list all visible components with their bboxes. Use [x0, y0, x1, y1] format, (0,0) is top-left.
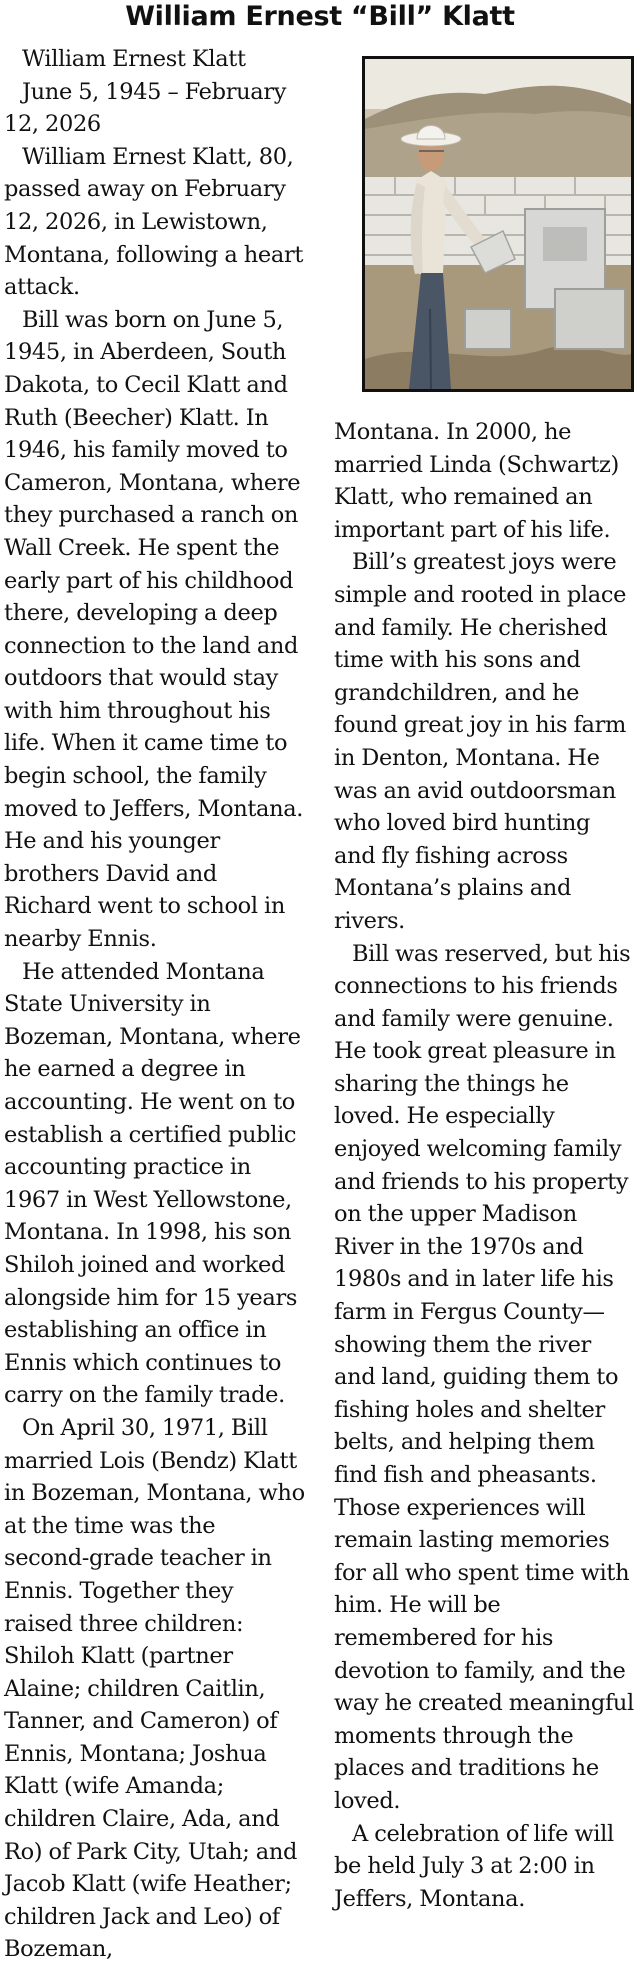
paragraph-continued: Montana. In 2000, he married Linda (Schwartz) Klatt, who remained an important part of his life. [334, 419, 619, 543]
right-column [334, 36, 636, 1966]
obituary-title: William Ernest “Bill” Klatt [125, 1, 515, 32]
name-line: William Ernest Klatt [22, 46, 246, 72]
portrait-photo [362, 56, 634, 392]
paragraph: Bill was reserved, but his connections to his friends and family were genuine. He took great pleasure in sharing the things he loved. He especially enjoyed welcoming family and friends to his property on the upper Madison River in the 1970s and 1980s and in later life his farm in Fergus County—showing them the river and land, guiding them to fishing holes and shelter belts, and helping them find fish and pheasants. Those experiences will remain lasting memories for all who spent time with him. He will be remembered for his devotion to family, and the way he created meaningful moments through the places and traditions he loved. [334, 940, 634, 1814]
left-column [4, 36, 306, 1966]
paragraph: A celebration of life will be held July 3 at 2:00 in Jeffers, Montana. [334, 1820, 614, 1912]
article-columns [4, 36, 636, 1966]
paragraph: He attended Montana State University in Bozeman, Montana, where he earned a degree in accounting. He went on to establish a certified public accounting practice in 1967 in West Yellowstone, Montana. In 1998, his son Shiloh joined and worked alongside him for 15 years establishing an office in Ennis which continues to carry on the family trade. [4, 958, 301, 1409]
portrait-image [365, 59, 631, 389]
paragraph: On April 30, 1971, Bill married Lois (Bendz) Klatt in Bozeman, Montana, who at the time was the second-grade teacher in Ennis. Together they raised three children: Shiloh Klatt (partner Alaine; children Caitlin, Tanner, and Cameron) of Ennis, Montana; Joshua Klatt (wife Amanda; children Claire, Ada, and Ro) of Park City, Utah; and Jacob Klatt (wife Heather; children Jack and Leo) of Bozeman, [4, 1414, 305, 1963]
life-dates: June 5, 1945 – February 12, 2026 [4, 78, 287, 138]
paragraph: Bill was born on June 5, 1945, in Aberdeen, South Dakota, to Cecil Klatt and Ruth (Beecher) Klatt. In 1946, his family moved to Cameron, Montana, where they purchased a ranch on Wall Creek. He spent the early part of his childhood there, developing a deep connection to the land and outdoors that would stay with him throughout his life. When it came time to begin school, the family moved to Jeffers, Montana. He and his younger brothers David and Richard went to school in nearby Ennis. [4, 306, 304, 953]
paragraph: William Ernest Klatt, 80, passed away on February 12, 2026, in Lewistown, Montana, following a heart attack. [4, 143, 304, 301]
paragraph: Bill’s greatest joys were simple and rooted in place and family. He cherished time with his sons and grandchildren, and he found great joy in his farm in Denton, Montana. He was an avid outdoorsman who loved bird hunting and fly fishing across Montana’s plains and rivers. [334, 549, 627, 934]
